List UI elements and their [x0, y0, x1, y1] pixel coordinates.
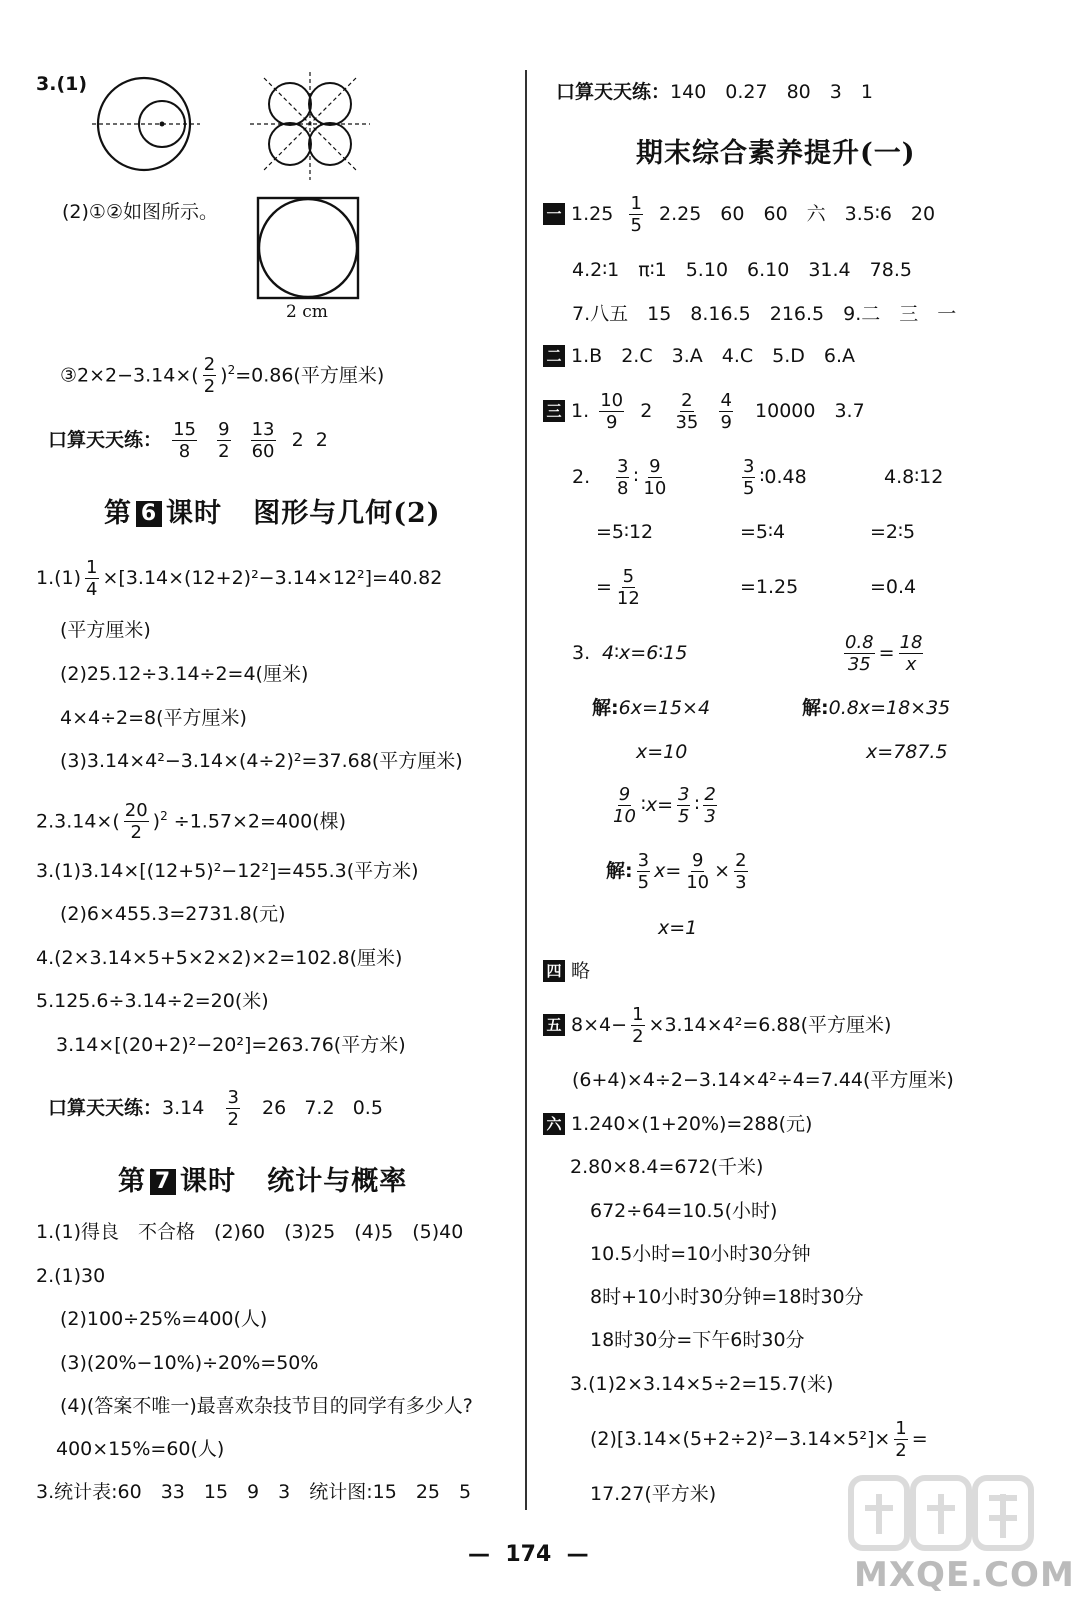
- sec3-q3-sol3-result: x=1: [658, 917, 698, 939]
- l7-q2-part4: (4)(答案不唯一)最喜欢杂技节目的同学有多少人?: [60, 1395, 473, 1417]
- l6-q1-part3: (3)3.14×4²−3.14×(4÷2)²=37.68(平方厘米): [60, 750, 463, 772]
- l6-q3-part1: 3.(1)3.14×[(12+5)²−12²]=455.3(平方米): [36, 860, 419, 882]
- sec3-q2-row2-col2: =5∶4: [740, 521, 786, 543]
- l7-q3: 3.统计表:60 33 15 9 3 统计图:15 25 5: [36, 1481, 472, 1503]
- sec6-q3-part1: 3.(1)2×3.14×5÷2=15.7(米): [570, 1373, 834, 1395]
- four-circles-figure: [250, 72, 370, 180]
- l6-q1-part2b: 4×4÷2=8(平方厘米): [60, 707, 247, 729]
- l7-q2-part1: 2.(1)30: [36, 1265, 106, 1287]
- fraction: $\frac{2}{2}$: [203, 353, 216, 397]
- l7-q2-part3: (3)(20%−10%)÷20%=50%: [60, 1352, 319, 1374]
- column-divider: [525, 70, 527, 1510]
- l6-q4: 4.(2×3.14×5+5×2×2)×2=102.8(厘米): [36, 947, 403, 969]
- sec3-q3-eq1: 4∶x=6∶15: [602, 642, 688, 664]
- l7-q2-part2: (2)100÷25%=400(人): [60, 1308, 268, 1330]
- l6-q1-part1: 1.(1) $\frac{1}{4}$ ×[3.14×(12+2)²−3.14×12²]=40.82: [36, 556, 443, 600]
- watermark-text: MXQE.COM: [854, 1555, 1075, 1595]
- sec3-q3-sol3: 解: $\frac{3}{5}$ x= $\frac{9}{10}$ × $\frac{2}{3}$: [606, 849, 747, 893]
- kousuan-line-1: 口算天天练： $\frac{15}{8}$ $\frac{9}{2}$ $\frac{13}{60}$ 2 2: [48, 418, 328, 462]
- l6-q1-unit: (平方厘米): [60, 619, 151, 641]
- l7-q1: 1.(1)得良 不合格 (2)60 (3)25 (4)5 (5)40: [36, 1221, 464, 1243]
- section-badge: 一: [543, 203, 565, 225]
- sec3-q3-sol2-result: x=787.5: [866, 741, 948, 763]
- sec6-q2-part1: 2.80×8.4=672(千米): [570, 1156, 764, 1178]
- page-number: — 174 —: [468, 1542, 589, 1567]
- q3-label: 3.(1): [36, 73, 88, 95]
- sec4-line: 四 略: [543, 959, 590, 983]
- sec5-line2: (6+4)×4÷2−3.14×4²÷4=7.44(平方厘米): [572, 1069, 954, 1091]
- sec1-line2: 4.2∶1 π∶1 5.10 6.10 31.4 78.5: [572, 259, 912, 281]
- sec1-line1: 一 1.25 $\frac{1}{5}$ 2.25 60 60 六 3.5∶6 20: [543, 194, 935, 235]
- sec3-q2-row3-col2: =1.25: [740, 576, 799, 598]
- sec6-q2-part5: 18时30分=下午6时30分: [590, 1329, 805, 1351]
- sec3-q3-sol1-step1: 解:6x=15×4: [592, 697, 711, 719]
- l7-q2-part4b: 400×15%=60(人): [56, 1438, 225, 1460]
- sec3-q2-row3-col1: = $\frac{5}{12}$: [596, 565, 640, 609]
- sec3-q3-sol2-step1: 解:0.8x=18×35: [802, 697, 951, 719]
- sec6-q3-part2: (2)[3.14×(5+2÷2)²−3.14×5²]× $\frac{1}{2}$ =: [590, 1417, 928, 1461]
- q3-part2: (2)①②如图所示。: [62, 201, 218, 223]
- kousuan-line-3: 口算天天练：140 0.27 80 3 1: [556, 81, 873, 103]
- sec3-q3-label: 3.: [572, 642, 591, 664]
- square-circle-figure: [256, 196, 360, 300]
- sec3-q2-row2-col3: =2∶5: [870, 521, 916, 543]
- lesson-6-heading: 第 6 课时 图形与几何(2): [104, 498, 441, 529]
- sec6-q2-part3: 10.5小时=10小时30分钟: [590, 1243, 811, 1265]
- sec3-q2-row2-col1: =5∶12: [596, 521, 654, 543]
- sec3-q3-eq2: $\frac{0.8}{35}$ = $\frac{18}{x}$: [845, 631, 923, 675]
- l6-q5-part1: 5.125.6÷3.14÷2=20(米): [36, 990, 269, 1012]
- l6-q1-part2: (2)25.12÷3.14÷2=4(厘米): [60, 663, 309, 685]
- sec3-q1: 三 1. $\frac{10}{9}$ 2 $\frac{2}{35}$ $\frac{4}{9}$ 10000 3.7: [543, 390, 865, 432]
- square-size-label: 2 cm: [286, 302, 328, 322]
- l6-q2: 2.3.14×( $\frac{20}{2}$ )$^2$ ÷1.57×2=400(棵): [36, 799, 347, 843]
- lesson-7-heading: 第 7 课时 统计与概率: [118, 1166, 408, 1197]
- sec6-q2-part2: 672÷64=10.5(小时): [590, 1200, 778, 1222]
- l6-q3-part2: (2)6×455.3=2731.8(元): [60, 903, 286, 925]
- sec3-q3-eq3: $\frac{9}{10}$ ∶x= $\frac{3}{5}$ ∶ $\frac{2}{3}$: [613, 783, 716, 827]
- circle-figure-1: [92, 76, 202, 176]
- sec3-q3-sol1-result: x=10: [636, 741, 688, 763]
- sec1-line3: 7.八五 15 8.16.5 216.5 9.二 三 一: [572, 303, 957, 325]
- sec3-q2-row1-col2: $\frac{3}{5}$ ∶0.48: [743, 455, 807, 499]
- final-review-title: 期末综合素养提升(一): [636, 138, 916, 169]
- q3-part3: ③2×2−3.14×( $\frac{2}{2}$ )$^2$=0.86(平方厘米): [60, 353, 385, 397]
- sec6-q2-part4: 8时+10小时30分钟=18时30分: [590, 1286, 864, 1308]
- sec5-line1: 五 8×4− $\frac{1}{2}$ ×3.14×4²=6.88(平方厘米): [543, 1004, 891, 1046]
- sec3-q2-row3-col3: =0.4: [870, 576, 917, 598]
- sec6-q1: 六 1.240×(1+20%)=288(元): [543, 1112, 812, 1136]
- sec3-q2-row1-col1: $\frac{3}{8}$ ∶ $\frac{9}{10}$: [617, 455, 667, 499]
- kousuan-line-2: 口算天天练：3.14 $\frac{3}{2}$ 26 7.2 0.5: [48, 1086, 383, 1130]
- sec3-q2-row1-label: 2.: [572, 466, 591, 488]
- l6-q5-part2: 3.14×[(20+2)²−20²]=263.76(平方米): [56, 1034, 406, 1056]
- sec6-q3-result: 17.27(平方米): [590, 1483, 717, 1505]
- sec3-q2-row1-col3: 4.8∶12: [884, 466, 944, 488]
- sec2-line: 二 1.B 2.C 3.A 4.C 5.D 6.A: [543, 344, 855, 368]
